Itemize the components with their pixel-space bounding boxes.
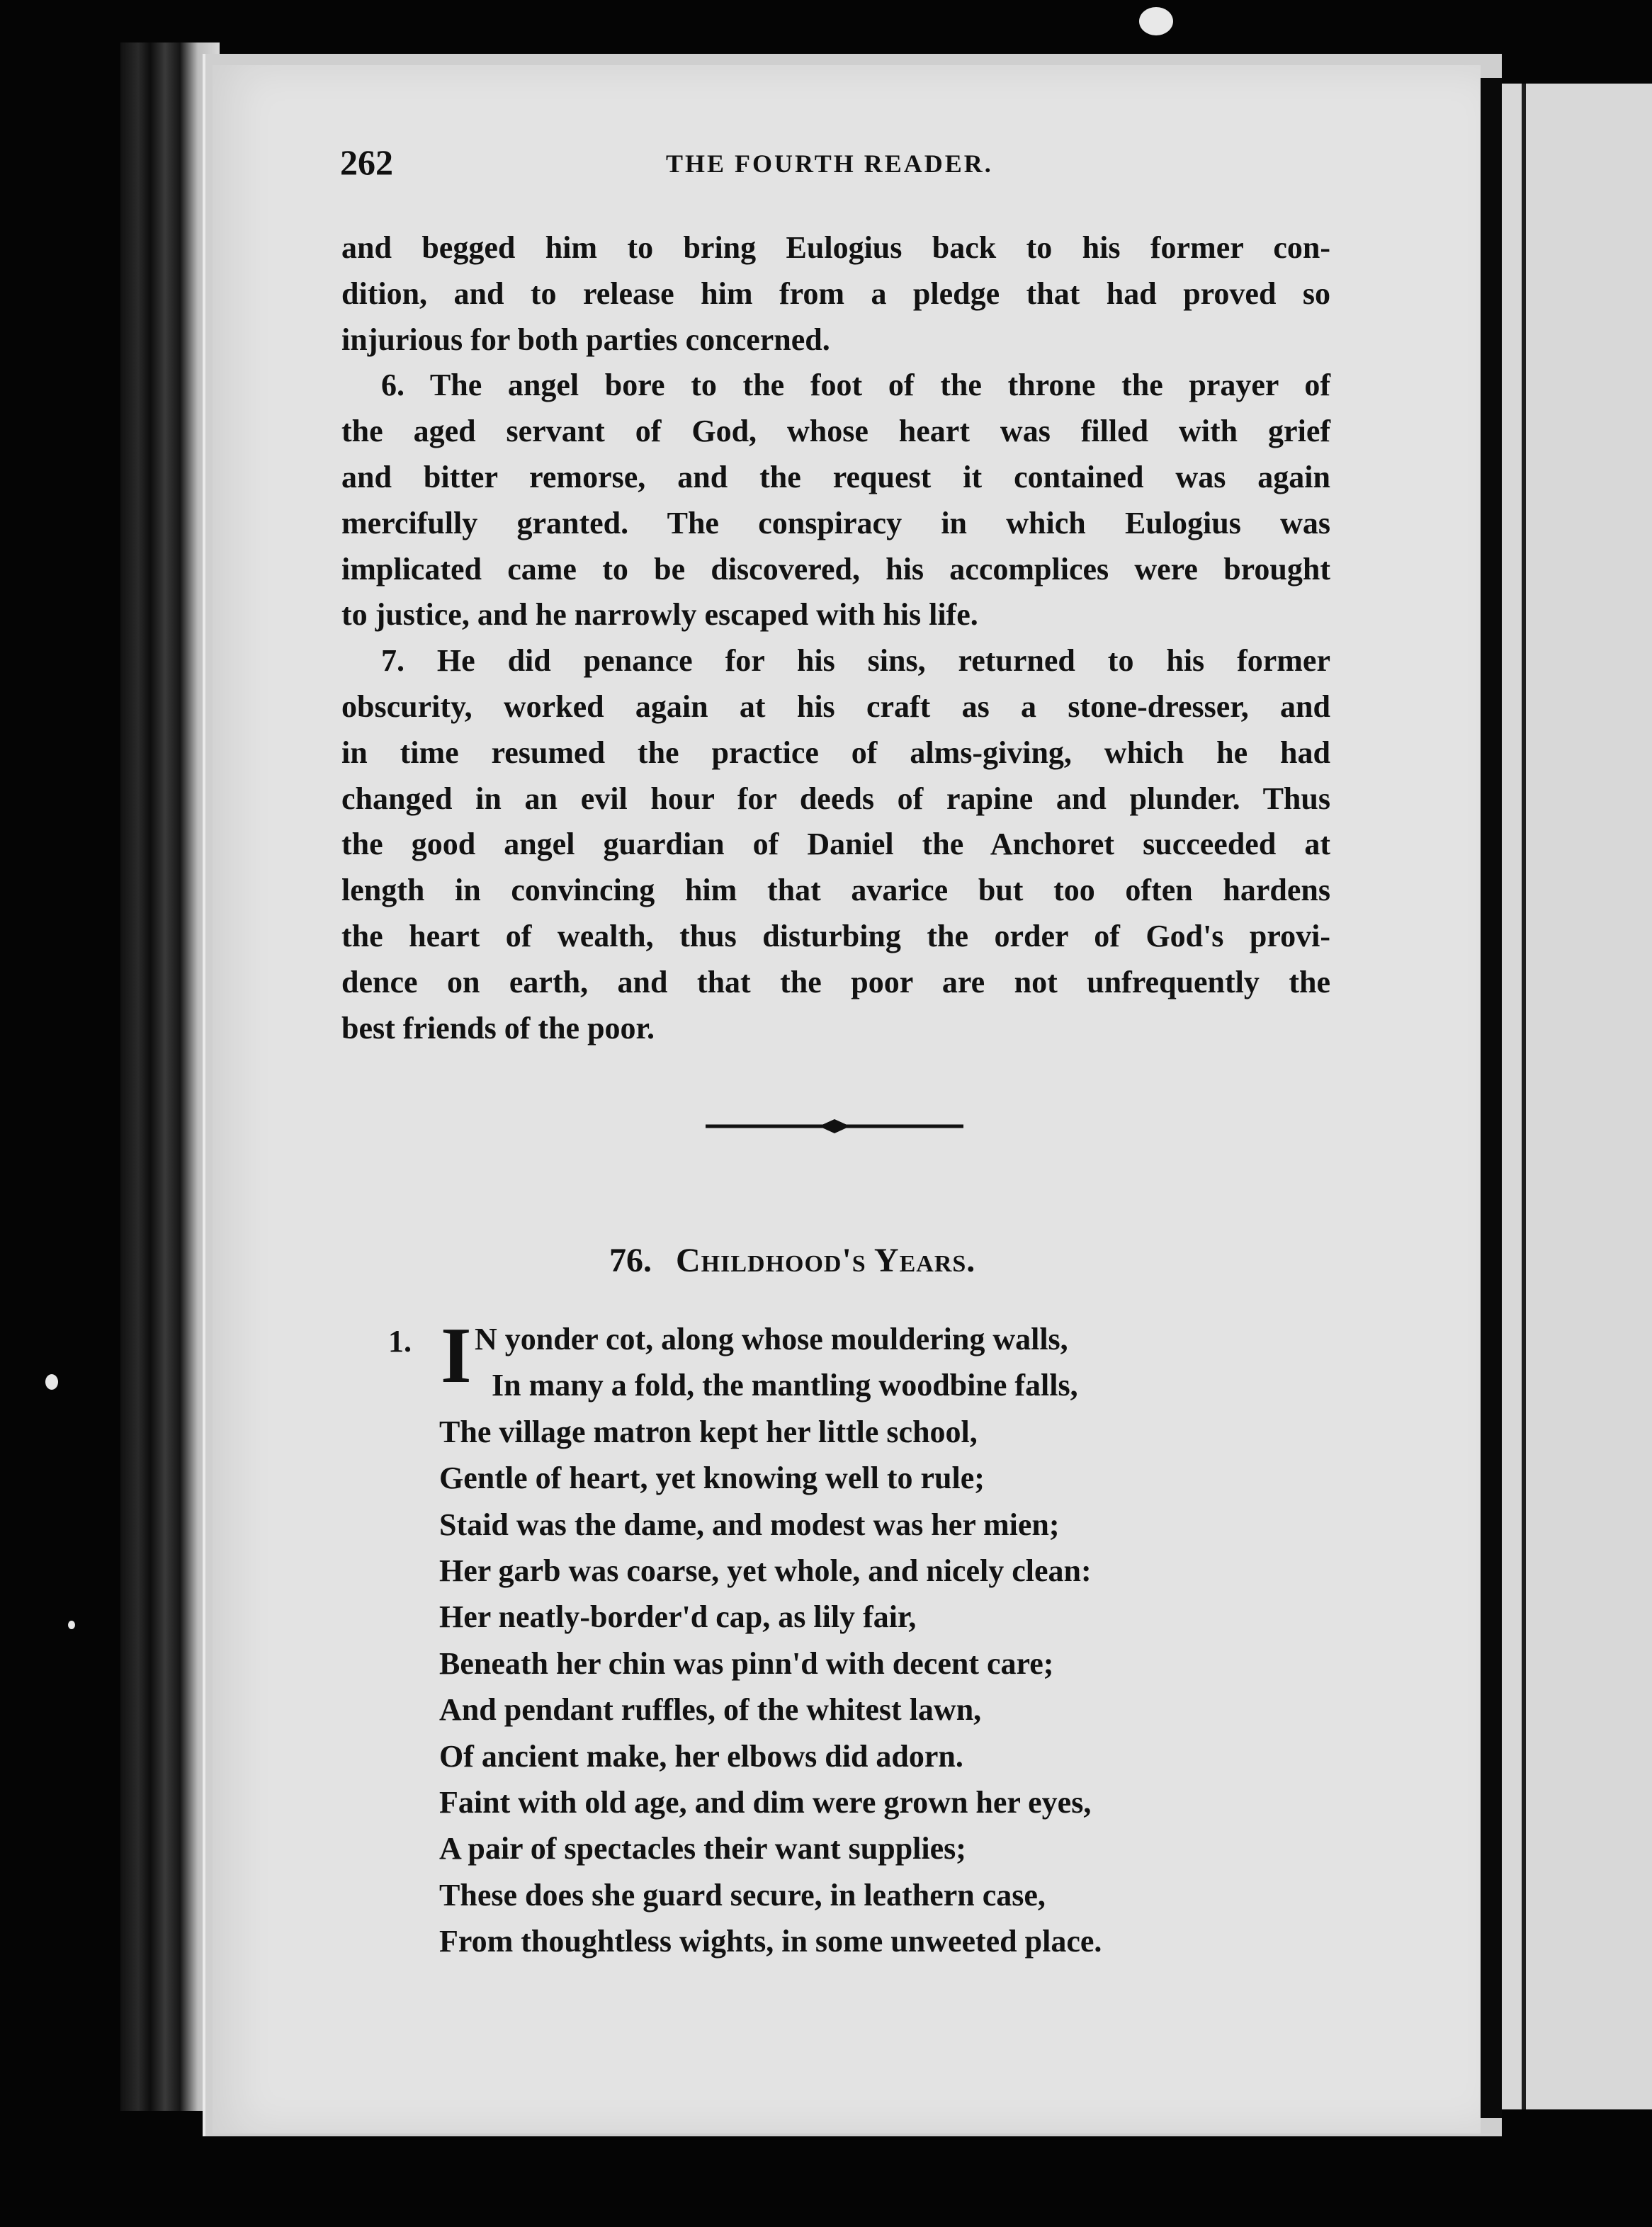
verse-line: From thoughtless wights, in some unweeted place. [439, 1924, 1102, 1959]
scan-speck [45, 1374, 58, 1390]
lesson-title: Childhood's Years. [676, 1242, 976, 1279]
lesson-heading [609, 1241, 975, 1280]
prose-line: the heart of wealth, thus disturbing the order of God's provi- [341, 918, 1330, 953]
prose-line: implicated came to be discovered, his accomplices were brought [341, 551, 1330, 586]
verse-line: Her garb was coarse, yet whole, and nicely clean: [439, 1553, 1092, 1588]
prose-line: the good angel guardian of Daniel the Anchoret succeeded at [341, 827, 1330, 862]
prose-line: changed in an evil hour for deeds of rapine and plunder. Thus [341, 781, 1330, 816]
verse-line: Beneath her chin was pinn'd with decent care; [439, 1645, 1054, 1681]
page-gutter [1481, 78, 1502, 2118]
verse-line: These does she guard secure, in leathern case, [439, 1877, 1046, 1912]
verse-line: Of ancient make, her elbows did adorn. [439, 1738, 963, 1774]
prose-line: to justice, and he narrowly escaped with his life. [341, 597, 978, 633]
page-number: 262 [340, 142, 393, 182]
prose-line: 6. The angel bore to the foot of the throne the prayer of [381, 368, 1330, 403]
facing-page-shadow [1522, 84, 1526, 2109]
drop-cap: I [441, 1312, 472, 1400]
prose-line: dence on earth, and that the poor are not unfrequently the [341, 964, 1330, 999]
poem-verse [439, 1312, 1289, 1964]
prose-line: obscurity, worked again at his craft as a stone-dresser, and [341, 688, 1330, 724]
prose-line: dition, and to release him from a pledge that had proved so [341, 276, 1330, 311]
prose-line: and begged him to bring Eulogius back to his former con- [341, 230, 1330, 265]
scan-speck [1139, 7, 1173, 35]
prose-line: 7. He did penance for his sins, returned to his former [381, 643, 1330, 679]
scan-speck [68, 1621, 75, 1629]
lesson-number: 76. [609, 1242, 652, 1279]
prose-line: injurious for both parties concerned. [341, 322, 830, 357]
verse-line: Faint with old age, and dim were grown her eyes, [439, 1784, 1092, 1820]
stanza-number: 1. [388, 1324, 412, 1359]
verse-line: A pair of spectacles their want supplies; [439, 1831, 966, 1866]
section-divider-ornament [706, 1116, 963, 1136]
prose-line: best friends of the poor. [341, 1010, 655, 1046]
verse-line: Staid was the dame, and modest was her mien; [439, 1507, 1060, 1542]
verse-line: The village matron kept her little school, [439, 1414, 978, 1449]
prose-line: in time resumed the practice of alms-giving, which he had [341, 735, 1330, 770]
prose-body [341, 225, 1330, 1051]
verse-line: Her neatly-border'd cap, as lily fair, [439, 1599, 917, 1635]
verse-line: N yonder cot, along whose mouldering walls, [475, 1322, 1068, 1356]
prose-line: length in convincing him that avarice but too often hardens [341, 873, 1330, 908]
running-head [340, 142, 1332, 184]
prose-line: mercifully granted. The conspiracy in which Eulogius was [341, 505, 1330, 540]
prose-line: the aged servant of God, whose heart was filled with grief [341, 414, 1330, 449]
verse-line: And pendant ruffles, of the whitest lawn, [439, 1692, 982, 1728]
verse-line: In many a fold, the mantling woodbine falls, [492, 1368, 1078, 1403]
prose-line: and bitter remorse, and the request it contained was again [341, 459, 1330, 494]
verse-line: Gentle of heart, yet knowing well to rule; [439, 1461, 985, 1496]
running-title: THE FOURTH READER. [666, 149, 993, 178]
